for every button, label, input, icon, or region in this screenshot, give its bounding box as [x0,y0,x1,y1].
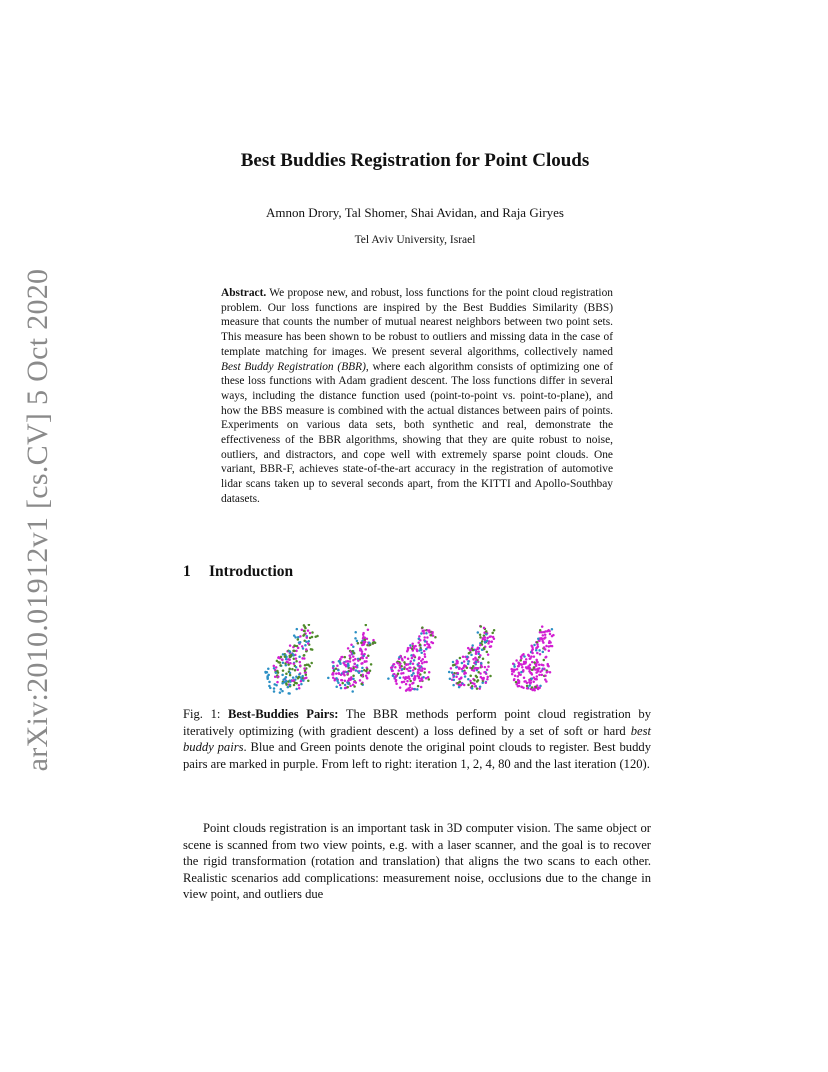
point-cloud-figure [262,624,562,696]
abstract-emphasis: Best Buddy Registration (BBR) [221,360,366,373]
caption-emphasis: best buddy pairs [183,723,651,755]
section-heading [183,563,293,581]
caption-label: Best-Buddies Pairs: [227,707,339,721]
figure-bunny-panels [262,624,562,696]
abstract [221,286,613,507]
abstract-text-1: We propose new, and robust, loss functions for the point cloud registration problem. Our loss functions are inspired by the Best Buddies Similarity (BBS) measure that counts the number of mutual nearest neighbors between two point sets. This measure has been shown to be robust to outliers and missing data in the case of template matching for images. We present several algorithms, collectively named [221,287,613,358]
body-paragraph: Point clouds registration is an important task in 3D computer vision. The same object or scene is scanned from two view points, e.g. with a laser scanner, and the goal is to recover the rigid transformation (rotation and translation) that aligns the two scans to each other. Realistic scenarios add complications: measurement noise, occlusions due to the change in view point, and outliers due [183,821,651,902]
caption-text-2: . Blue and Green points denote the original point clouds to register. Best buddy pairs are marked in purple. From left to right: iteration 1, 2, 4, 80 and the last iteration (120). [183,740,651,771]
bunny-panel-iteration-4 [387,626,437,692]
caption-text-1: The BBR methods perform point cloud registration by iteratively optimizing (with gradient descent) a loss defined by a set of soft or hard [183,707,651,738]
abstract-text-2: , where each algorithm consists of optimizing one of these loss functions with Adam gradient descent. The loss functions differ in several ways, including the distance function used (point-to-point vs. point-to-plane), and how the BBS measure is combined with the actual distances between pairs of points. Experiments on various data sets, both synthetic and real, demonstrate the effectiveness of the BBR algorithms, showing that they are quite robust to noise, outliers, and distractors, and cope well with extremely sparse point clouds. One variant, BBR-F, achieves state-of-the-art accuracy in the registration of automotive lidar scans taken up to several seconds apart, from the KITTI and Apollo-Southbay datasets. [221,360,613,505]
paper-title: Best Buddies Registration for Point Clouds [240,150,590,171]
figure-caption [183,706,651,772]
section-number: 1 [183,563,191,580]
bunny-panel-iteration-80 [448,625,495,690]
bunny-panel-iteration-2 [327,624,376,693]
paper-authors: Amnon Drory, Tal Shomer, Shai Avidan, and Raja Giryes [265,205,564,220]
bunny-panel-iteration-120 [510,625,554,691]
arxiv-stamp[interactable]: arXiv:2010.01912v1 [cs.CV] 5 Oct 2020 [21,268,54,772]
abstract-label: Abstract. [221,287,267,299]
paper-affiliation: Tel Aviv University, Israel [354,234,476,246]
bunny-panel-iteration-1 [264,624,319,695]
caption-prefix: Fig. 1: [183,707,228,721]
section-title: Introduction [209,563,294,580]
